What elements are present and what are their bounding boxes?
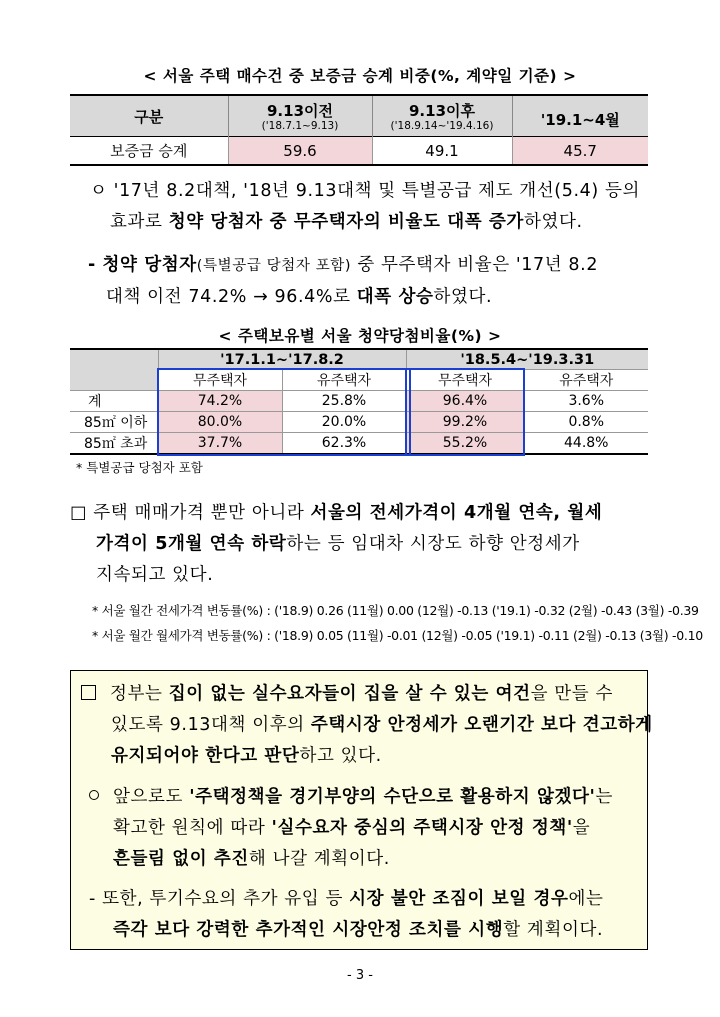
row-label-deposit: 보증금 승계 [70,137,228,166]
col-header-category: 구분 [70,95,228,137]
note-wolse-change: * 서울 월간 월세가격 변동률(%) : ('18.9) 0.05 (11월) -0.01 (12월) -0.05 ('19.1) -0.11 (2월) -0.13 (3월) -0.10 [92,628,703,643]
sub-header: 유주택자 [524,370,648,391]
box-dash-paragraph: - 또한, 투기수요의 추가 유입 등 시장 불안 조짐이 보일 경우에는 즉각 보다 강력한 추가적인 시장안정 조치를 시행할 계획이다. [89,889,604,940]
period1-header: '17.1.1~'17.8.2 [158,349,406,370]
period2-header: '18.5.4~'19.3.31 [406,349,648,370]
table1-caption: < 서울 주택 매수건 중 보증금 승계 비중(%, 계약일 기준) > [143,67,577,85]
box-main-paragraph: 정부는 집이 없는 실수요자들이 집을 살 수 있는 여건을 만들 수 있도록 9.13대책 이후의 주택시장 안정세가 오랜기간 보다 견고하게 유지되어야 한다고 판단하고 있다. [81,679,653,772]
sub-header: 무주택자 [406,370,524,391]
cell-after: 49.1 [372,137,512,166]
square-bullet-icon [81,685,96,700]
table2-caption: < 주택보유별 서울 청약당첨비율(%) > [218,327,502,345]
circle-bullet-icon [89,790,99,800]
paragraph-policy-effect: ㅇ '17년 8.2대책, '18년 9.13대책 및 특별공급 제도 개선(5.4) 등의 효과로 청약 당첨자 중 무주택자의 비율도 대폭 증가하였다. [90,181,640,232]
page-number: - 3 - [347,968,373,983]
deposit-succession-table [70,94,648,166]
table2-footnote: * 특별공급 당첨자 포함 [76,460,203,475]
policy-highlight-box [70,670,653,950]
col-header-2019: '19.1~4월 [512,95,648,137]
table-row: 계 74.2% 25.8% 96.4% 3.6% [70,391,648,412]
box-bullet-paragraph: 앞으로도 '주택정책을 경기부양의 수단으로 활용하지 않겠다'는 확고한 원칙에 따라 '실수요자 중심의 주택시장 안정 정책'을 흔들림 없이 추진해 나갈 계획이다. [89,782,613,875]
sub-header: 무주택자 [158,370,282,391]
col-header-after: 9.13이후 ('18.9.14~'19.4.16) [372,95,512,137]
col-header-before: 9.13이전 ('18.7.1~9.13) [228,95,372,137]
cell-2019: 45.7 [512,137,648,166]
corner-cell [70,349,158,391]
highlight-box-period2 [405,368,525,456]
cell-before: 59.6 [228,137,372,166]
table-row: 85㎡ 초과 37.7% 62.3% 55.2% 44.8% [70,433,648,455]
note-jeonse-change: * 서울 월간 전세가격 변동률(%) : ('18.9) 0.26 (11월) 0.00 (12월) -0.13 ('19.1) -0.32 (2월) -0.43 (3월) -0.39 [92,603,699,618]
paragraph-rental-market: □ 주택 매매가격 뿐만 아니라 서울의 전세가격이 4개월 연속, 월세 가격이 5개월 연속 하락하는 등 임대차 시장도 하향 안정세가 지속되고 있다. [70,503,603,585]
table-row: 85㎡ 이하 80.0% 20.0% 99.2% 0.8% [70,412,648,433]
sub-header: 유주택자 [282,370,406,391]
paragraph-subscription-winners: - 청약 당첨자(특별공급 당첨자 포함) 중 무주택자 비율은 '17년 8.2 대책 이전 74.2% → 96.4%로 대폭 상승하였다. [88,255,599,307]
highlight-box-period1 [157,368,411,456]
